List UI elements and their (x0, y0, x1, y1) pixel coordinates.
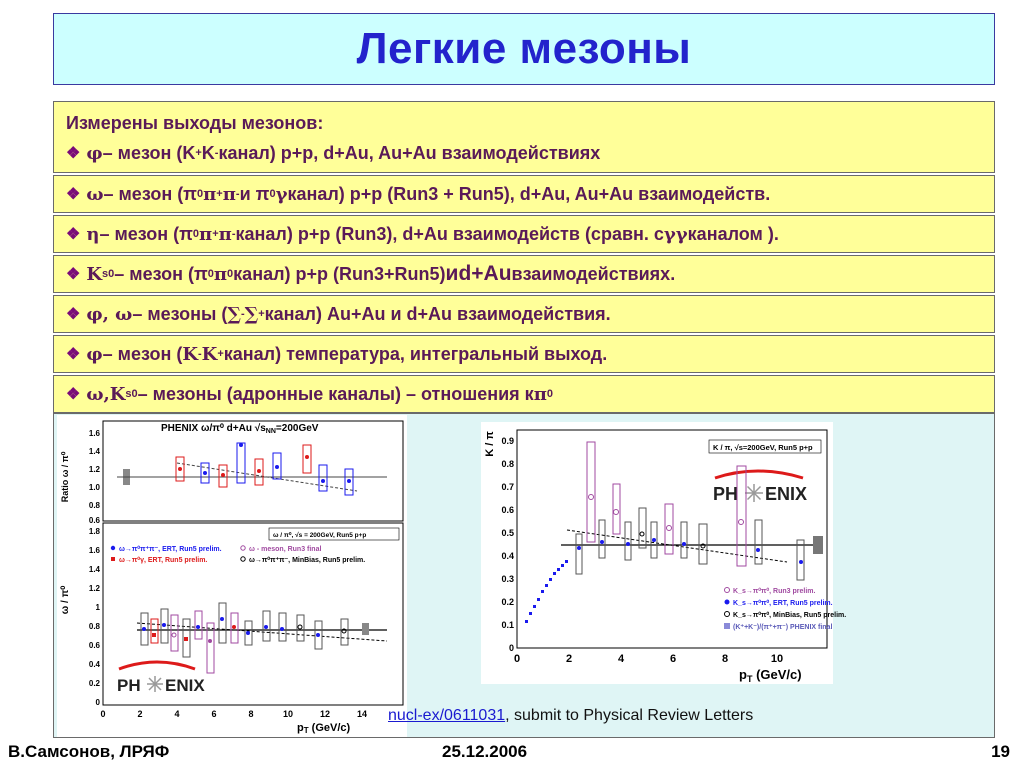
diamond-bullet-icon: ❖ (66, 186, 81, 203)
top-point (239, 443, 243, 447)
legend-entry: ω→π⁰π⁺π⁻, MinBias, Run5 prelim. (249, 557, 366, 564)
intro-box (53, 101, 995, 173)
rise-point (553, 572, 556, 575)
bottom-ytick: 0.4 (88, 660, 100, 669)
right-legend-box-text: K / π, √s=200GeV, Run5 p+p (713, 443, 813, 452)
legend-entry: ω - meson, Run3 final (249, 546, 322, 553)
bottom-point (142, 627, 146, 631)
top-point (257, 469, 261, 473)
right-ytick-labels (501, 436, 514, 653)
logo-text-a: PH (713, 484, 739, 504)
right-ytick: 0 (508, 643, 514, 653)
right-ytick: 0.4 (501, 551, 514, 561)
phi-text-c: канал) p+p, d+Au, Au+Au взаимодействиях (218, 142, 601, 163)
eta-text-a: – мезон (π (99, 223, 193, 244)
k-pi-plot (481, 422, 847, 684)
xtick: 0 (100, 709, 106, 719)
eta-text-f: каналом ). (687, 223, 779, 244)
phi-omega-text-a: – мезоны ( (132, 303, 228, 324)
bottom-point (264, 625, 268, 629)
omega-text-e: γ (275, 183, 288, 205)
top-title: PHENIX ω/π⁰ d+Au $√s_{NN}=200GeV$ (161, 423, 319, 435)
reference-text: , submit to Physical Review Letters (505, 707, 754, 724)
rise-point (525, 620, 528, 623)
right-xtick: 8 (721, 653, 729, 665)
right-ylabel: K / π (484, 431, 496, 457)
legend-marker-blue (725, 600, 730, 605)
right-point (652, 538, 656, 542)
rise-point (545, 584, 548, 587)
intro-text: Измерены выходы мезонов: (66, 112, 324, 133)
logo-text-b: ENIX (165, 676, 205, 695)
eta-text-d: канал) p+p (Run3), d+Au взаимодейств (сравн. с (235, 223, 664, 244)
phi-omega-text-b: ∑ (227, 303, 241, 325)
bottom-point (196, 625, 200, 629)
phi-temp-text-d: канал) температура, интегральный выход. (223, 343, 608, 364)
bottom-point (162, 623, 166, 627)
ks-text-e: d+Au (458, 262, 512, 285)
bottom-ytick: 1 (95, 603, 100, 612)
xtick: 6 (211, 709, 217, 719)
right-ytick: 0.3 (501, 574, 514, 584)
ks-text-c: канал) p+p (Run3+Run5) (233, 263, 446, 284)
right-sys-box (813, 536, 823, 554)
top-ytick: 1.0 (88, 483, 100, 492)
right-xtick: 2 (565, 653, 573, 665)
slide-title: Легкие мезоны (356, 24, 692, 73)
bottom-sys-box (362, 623, 369, 635)
eta-row: ❖ η – мезон (π 0 π + π - канал) p+p (Run3), d+Au взаимодейств (сравн. с γγ каналом ). (53, 215, 995, 253)
bottom-xtick-labels (100, 709, 367, 719)
bottom-point (208, 639, 212, 643)
phi-temp-text-b: K (182, 343, 198, 365)
right-point (600, 540, 604, 544)
xtick: 8 (248, 709, 254, 719)
top-ytick: 0.8 (88, 501, 100, 510)
bottom-ytick: 1.2 (88, 584, 100, 593)
top-ylabel: Ratio ω / π⁰ (60, 451, 70, 503)
bottom-point (316, 633, 320, 637)
right-point (799, 560, 803, 564)
logo-text-b: ENIX (765, 484, 808, 504)
bottom-point (184, 637, 188, 641)
right-point (626, 542, 630, 546)
ks-text-a: – мезон (π (114, 263, 208, 284)
phi-omega-text-d: канал) Au+Au и d+Au взаимодействия. (264, 303, 611, 324)
bottom-point (246, 631, 250, 635)
ratios-text: – мезоны (адронные каналы) – отношения к (137, 383, 534, 404)
rise-point (549, 578, 552, 581)
logo-text-a: PH (117, 676, 141, 695)
phi-omega-row: ❖ φ, ω – мезоны ( ∑ - ∑ + канал) Au+Au и d+Au взаимодействия. (53, 295, 995, 333)
legend-marker-red (111, 557, 115, 561)
diamond-bullet-icon: ❖ (66, 306, 81, 323)
top-point (347, 479, 351, 483)
xtick: 10 (282, 709, 294, 719)
top-point (305, 455, 309, 459)
top-point (321, 479, 325, 483)
right-xtick: 4 (617, 653, 625, 665)
bottom-ytick: 0 (95, 698, 100, 707)
phi-temp-text-a: – мезон ( (102, 343, 183, 364)
diamond-bullet-icon: ❖ (66, 386, 81, 403)
phi-temp-row: ❖ φ – мезон ( K - K + канал) температура, интегральный выход. (53, 335, 995, 373)
bottom-ytick: 1.8 (88, 527, 100, 536)
phi-text-a: – мезон (K (102, 142, 196, 163)
bottom-ytick: 0.2 (88, 679, 100, 688)
legend-entry: (K⁺+K⁻)/(π⁺+π⁻) PHENIX final (733, 624, 833, 631)
phi-symbol: φ (86, 142, 103, 164)
bottom-point (232, 625, 236, 629)
xtick: 2 (137, 709, 143, 719)
phi-omega-text-c: ∑ (244, 303, 259, 325)
omega-text-b: π (203, 183, 217, 205)
right-xtick: 10 (770, 653, 784, 665)
title-box (53, 13, 995, 85)
intro-line (66, 108, 994, 138)
right-ytick: 0.5 (501, 528, 514, 538)
top-point (275, 465, 279, 469)
top-ytick: 1.4 (88, 447, 100, 456)
legend-box-text: ω / π⁰, √s = 200GeV, Run5 p+p (273, 532, 367, 539)
omega-text-a: – мезон (π (103, 183, 197, 204)
reference-line (388, 707, 753, 725)
right-point (682, 542, 686, 546)
top-point (203, 471, 207, 475)
rise-point (557, 568, 560, 571)
ks-text-b: π (213, 263, 228, 285)
footer-page-number: 19 (991, 742, 1010, 761)
phi-text-b: K (201, 142, 215, 163)
right-ytick: 0.7 (501, 482, 514, 492)
plots-panel (53, 413, 995, 738)
legend-entry: ω→π⁰γ, ERT, Run5 prelim. (119, 557, 208, 564)
right-xtick-labels (514, 653, 783, 665)
phi-temp-text-c: K (201, 343, 218, 365)
ratios-row: ❖ ω, K s 0 – мезоны (адронные каналы) – отношения к π 0 (53, 375, 995, 413)
right-xtick: 0 (513, 653, 521, 665)
bottom-point (220, 617, 224, 621)
diamond-bullet-icon: ❖ (66, 226, 81, 243)
omega-text-d: и π (239, 183, 270, 204)
bottom-ytick: 0.6 (88, 641, 100, 650)
diamond-bullet-icon: ❖ (66, 266, 81, 283)
rise-point (529, 612, 532, 615)
eta-symbol: η (86, 223, 100, 245)
right-ytick: 0.6 (501, 505, 514, 515)
bottom-point (152, 633, 156, 637)
arxiv-link[interactable]: nucl-ex/0611031 (388, 707, 506, 724)
legend-entry: ω→π⁰π⁺π⁻, ERT, Run5 prelim. (119, 546, 222, 553)
star-icon (745, 484, 763, 502)
right-point (756, 548, 760, 552)
right-xlabel: $p_T$ (GeV/c) (739, 667, 802, 684)
ratios-pi: π (533, 383, 547, 405)
ratios-k: K (109, 383, 126, 405)
top-frame (103, 421, 403, 521)
diamond-bullet-icon: ❖ (66, 145, 81, 162)
ratios-symbol: ω, (86, 383, 110, 405)
omega-text-f: канал) p+p (Run3 + Run5), d+Au, Au+Au взаимодейств. (287, 183, 771, 204)
footer-author: В.Самсонов, ЛРЯФ (8, 742, 170, 761)
rise-point (561, 564, 564, 567)
legend-entry: K_s→π⁰π⁰, ERT, Run5 prelim. (733, 600, 833, 607)
bottom-ytick: 1.6 (88, 546, 100, 555)
omega-text-c: π (222, 183, 236, 205)
ks-text-f: взаимодействиях. (511, 263, 676, 284)
top-ytick: 0.6 (88, 516, 100, 525)
bottom-ytick: 1.4 (88, 565, 100, 574)
right-xtick: 6 (669, 653, 677, 665)
omega-symbol: ω (86, 183, 104, 205)
rise-point (537, 598, 540, 601)
legend-entry: K_s→π⁰π⁰, MinBias, Run5 prelim. (733, 612, 847, 619)
diamond-bullet-icon: ❖ (66, 346, 81, 363)
right-ytick: 0.1 (501, 620, 514, 630)
bottom-xlabel: pT (GeV/c) (297, 722, 351, 735)
top-ytick: 1.6 (88, 429, 100, 438)
ks-symbol: K (86, 263, 102, 285)
xtick: 14 (356, 709, 368, 719)
bottom-ytick-labels (89, 527, 101, 707)
star-icon (147, 676, 163, 692)
eta-text-e: γγ (663, 223, 688, 245)
eta-text-b: π (199, 223, 213, 245)
omega-pi0-plot (57, 415, 407, 737)
top-point (178, 467, 182, 471)
top-ytick: 1.2 (88, 465, 100, 474)
ks-row: ❖ K s 0 – мезон (π 0 π 0 канал) p+p (Run3+Run5) и d+Au взаимодействиях. (53, 255, 995, 293)
ks-text-d: и (445, 262, 459, 285)
legend-marker-box (724, 623, 730, 629)
phi-omega-symbol: φ, ω (86, 303, 133, 325)
right-ytick: 0.2 (501, 597, 514, 607)
legend-marker-blue (111, 546, 115, 550)
eta-text-c: π (218, 223, 232, 245)
xtick: 12 (319, 709, 331, 719)
phi-temp-symbol: φ (86, 343, 103, 365)
xtick: 4 (174, 709, 180, 719)
rise-point (533, 605, 536, 608)
right-ytick: 0.8 (501, 459, 514, 469)
omega-row: ❖ ω – мезон (π 0 π + π - и π 0 γ канал) p+p (Run3 + Run5), d+Au, Au+Au взаимодейств. (53, 175, 995, 213)
footer-date: 25.12.2006 (442, 742, 528, 761)
rise-point (565, 560, 568, 563)
rise-point (541, 590, 544, 593)
phi-line: ❖ φ – мезон (K + K - канал) p+p, d+Au, Au+Au взаимодействиях (66, 142, 601, 164)
bottom-ylabel: ω / π⁰ (60, 585, 71, 615)
bottom-ytick: 0.8 (88, 622, 100, 631)
bottom-point (280, 627, 284, 631)
top-point (221, 473, 225, 477)
legend-entry: K_s→π⁰π⁰, Run3 prelim. (733, 588, 816, 595)
right-ytick: 0.9 (501, 436, 514, 446)
right-point (577, 546, 581, 550)
top-ytick-labels (89, 429, 101, 525)
